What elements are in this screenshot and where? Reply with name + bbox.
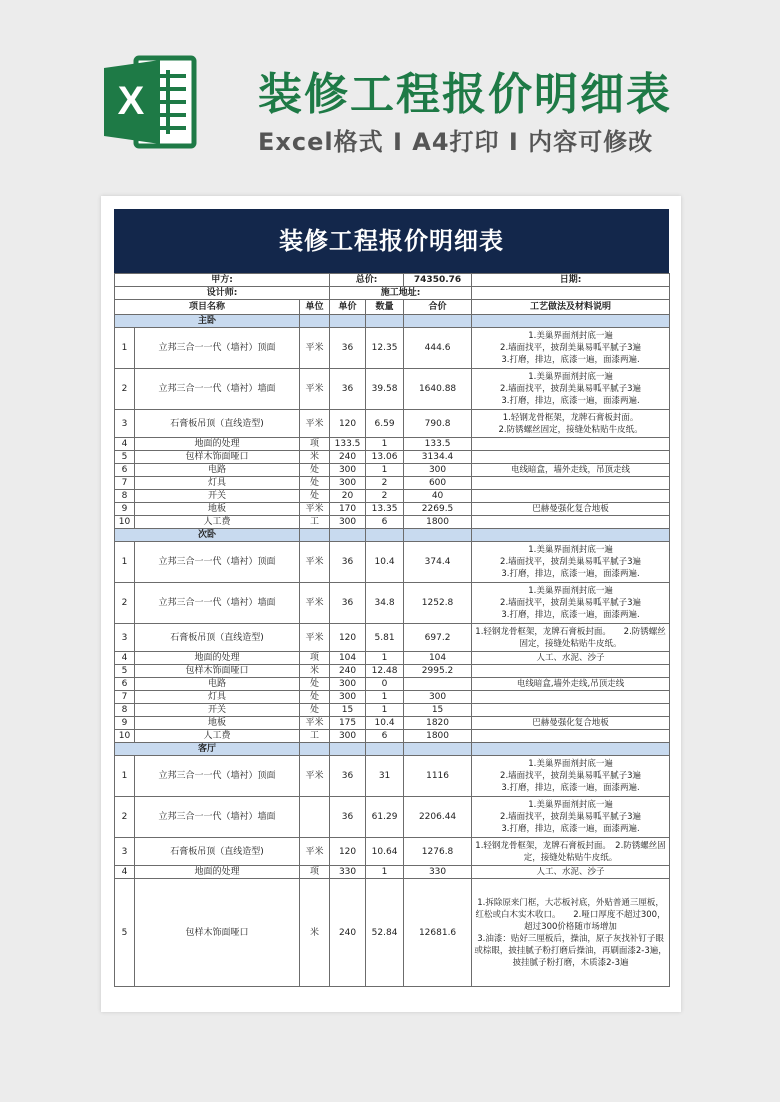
item-name[interactable]: 灯具 [135, 477, 300, 490]
row-number[interactable]: 4 [115, 652, 135, 665]
quantity[interactable]: 1 [366, 652, 404, 665]
unit[interactable]: 处 [300, 490, 330, 503]
unit-price[interactable]: 170 [330, 503, 366, 516]
section-empty-cell [366, 743, 404, 756]
unit-price[interactable]: 300 [330, 477, 366, 490]
table-row [115, 516, 670, 529]
line-total[interactable]: 330 [404, 866, 472, 879]
quote-table [114, 273, 670, 987]
info-row-2 [115, 287, 670, 300]
row-number[interactable]: 5 [115, 451, 135, 464]
address-label: 施工地址: [330, 287, 472, 300]
info-row-1 [115, 274, 670, 287]
col-header-unit: 单位 [300, 300, 330, 315]
line-total[interactable]: 40 [404, 490, 472, 503]
quantity[interactable]: 13.06 [366, 451, 404, 464]
row-number[interactable]: 3 [115, 624, 135, 652]
quantity[interactable]: 12.48 [366, 665, 404, 678]
unit[interactable]: 工 [300, 730, 330, 743]
unit[interactable]: 平米 [300, 410, 330, 438]
line-total[interactable]: 1116 [404, 756, 472, 797]
date-label: 日期: [472, 274, 670, 287]
unit-price[interactable]: 330 [330, 866, 366, 879]
row-number[interactable]: 10 [115, 516, 135, 529]
line-total[interactable]: 1640.88 [404, 369, 472, 410]
unit[interactable]: 处 [300, 704, 330, 717]
item-name[interactable]: 立邦三合一一代（墙衬）墙面 [135, 797, 300, 838]
quantity[interactable]: 6 [366, 730, 404, 743]
item-name[interactable]: 灯具 [135, 691, 300, 704]
section-empty-cell [472, 743, 670, 756]
unit[interactable]: 处 [300, 477, 330, 490]
table-row [115, 464, 670, 477]
unit-price[interactable]: 36 [330, 797, 366, 838]
section-empty-cell [472, 529, 670, 542]
unit[interactable]: 平米 [300, 542, 330, 583]
section-name: 次卧 [115, 529, 300, 542]
table-row [115, 624, 670, 652]
item-name[interactable]: 地板 [135, 717, 300, 730]
line-total[interactable]: 2206.44 [404, 797, 472, 838]
line-total[interactable]: 1276.8 [404, 838, 472, 866]
section-empty-cell [300, 743, 330, 756]
description[interactable]: 1.拆除原来门框，大芯板衬底，外贴普通三厘板，红松或白木实木收口。 2.哑口厚度不超过300，超过300价格随市场增加 3.油漆：贴好三厘板后，操油，原子灰找补钉子眼或棕眼，披挂腻子粉打磨后操油，再刷面漆2-3遍，披挂腻子粉打磨，木质漆2-3遍 [472, 879, 670, 987]
quantity[interactable]: 2 [366, 477, 404, 490]
row-number[interactable]: 2 [115, 797, 135, 838]
unit-price[interactable]: 240 [330, 451, 366, 464]
row-number[interactable]: 5 [115, 665, 135, 678]
row-number[interactable]: 4 [115, 438, 135, 451]
table-row [115, 369, 670, 410]
row-number[interactable]: 3 [115, 410, 135, 438]
quantity[interactable]: 10.4 [366, 542, 404, 583]
unit-price[interactable]: 300 [330, 691, 366, 704]
table-row [115, 717, 670, 730]
item-name[interactable]: 立邦三合一一代（墙衬）墙面 [135, 583, 300, 624]
designer-label: 设计师: [115, 287, 330, 300]
description[interactable] [472, 516, 670, 529]
table-row [115, 879, 670, 987]
description[interactable]: 巴赫曼强化复合地板 [472, 503, 670, 516]
line-total[interactable]: 2269.5 [404, 503, 472, 516]
unit-price[interactable]: 240 [330, 665, 366, 678]
unit-price[interactable]: 300 [330, 730, 366, 743]
section-header-row [115, 529, 670, 542]
item-name[interactable]: 石膏板吊顶（直线造型) [135, 838, 300, 866]
description[interactable] [472, 438, 670, 451]
row-number[interactable]: 7 [115, 691, 135, 704]
table-row [115, 704, 670, 717]
unit-price[interactable]: 120 [330, 410, 366, 438]
table-row [115, 451, 670, 464]
row-number[interactable]: 9 [115, 503, 135, 516]
total-label: 总价: [330, 274, 404, 287]
unit[interactable]: 工 [300, 516, 330, 529]
section-empty-cell [330, 743, 366, 756]
table-row [115, 756, 670, 797]
line-total[interactable]: 1800 [404, 730, 472, 743]
item-name[interactable]: 石膏板吊顶（直线造型) [135, 410, 300, 438]
item-name[interactable]: 立邦三合一一代（墙衬）顶面 [135, 328, 300, 369]
section-empty-cell [366, 315, 404, 328]
unit-price[interactable]: 300 [330, 464, 366, 477]
item-name[interactable]: 立邦三合一一代（墙衬）顶面 [135, 756, 300, 797]
row-number[interactable]: 9 [115, 717, 135, 730]
col-header-price: 单价 [330, 300, 366, 315]
description[interactable] [472, 490, 670, 503]
section-name: 主卧 [115, 315, 300, 328]
unit[interactable]: 项 [300, 438, 330, 451]
line-total[interactable]: 1252.8 [404, 583, 472, 624]
table-row [115, 438, 670, 451]
quantity[interactable]: 61.29 [366, 797, 404, 838]
unit[interactable]: 处 [300, 678, 330, 691]
table-row [115, 503, 670, 516]
quantity[interactable]: 1 [366, 438, 404, 451]
section-empty-cell [366, 529, 404, 542]
section-empty-cell [404, 529, 472, 542]
item-name[interactable]: 包样木饰面哑口 [135, 879, 300, 987]
description[interactable] [472, 704, 670, 717]
quantity[interactable]: 1 [366, 866, 404, 879]
unit[interactable]: 处 [300, 464, 330, 477]
line-total[interactable]: 697.2 [404, 624, 472, 652]
section-name: 客厅 [115, 743, 300, 756]
description[interactable]: 1.轻钢龙骨框架，龙牌石膏板封面。 2.防锈螺丝固定，接缝处粘贴牛皮纸。 [472, 838, 670, 866]
line-total[interactable]: 300 [404, 691, 472, 704]
description[interactable]: 1.美巢界面剂封底一遍 2.墙面找平，披刮美巢易呱平腻子3遍 3.打磨，排边，底漆一遍，面漆两遍. [472, 756, 670, 797]
item-name[interactable]: 开关 [135, 490, 300, 503]
row-number[interactable]: 3 [115, 838, 135, 866]
table-row [115, 665, 670, 678]
section-empty-cell [300, 315, 330, 328]
line-total[interactable]: 3134.4 [404, 451, 472, 464]
unit[interactable]: 项 [300, 652, 330, 665]
item-name[interactable]: 立邦三合一一代（墙衬）顶面 [135, 542, 300, 583]
description[interactable]: 人工、水泥、沙子 [472, 866, 670, 879]
line-total[interactable]: 104 [404, 652, 472, 665]
line-total[interactable]: 1800 [404, 516, 472, 529]
row-number[interactable]: 2 [115, 583, 135, 624]
line-total[interactable]: 600 [404, 477, 472, 490]
description[interactable]: 1.美巢界面剂封底一遍 2.墙面找平，披刮美巢易呱平腻子3遍 3.打磨，排边，底漆一遍，面漆两遍. [472, 369, 670, 410]
unit-price[interactable]: 104 [330, 652, 366, 665]
unit[interactable]: 米 [300, 879, 330, 987]
unit[interactable]: 平米 [300, 717, 330, 730]
table-row [115, 583, 670, 624]
column-header-row [115, 300, 670, 315]
table-row [115, 678, 670, 691]
item-name[interactable]: 立邦三合一一代（墙衬）墙面 [135, 369, 300, 410]
row-number[interactable]: 1 [115, 328, 135, 369]
line-total[interactable]: 790.8 [404, 410, 472, 438]
item-name[interactable]: 开关 [135, 704, 300, 717]
line-total[interactable]: 300 [404, 464, 472, 477]
section-empty-cell [472, 315, 670, 328]
row-number[interactable]: 2 [115, 369, 135, 410]
description[interactable]: 电线暗盒，墙外走线，吊顶走线 [472, 464, 670, 477]
unit-price[interactable]: 300 [330, 678, 366, 691]
description[interactable] [472, 477, 670, 490]
description[interactable]: 1.美巢界面剂封底一遍 2.墙面找平，披刮美巢易呱平腻子3遍 3.打磨，排边，底漆一遍，面漆两遍. [472, 542, 670, 583]
unit[interactable]: 项 [300, 866, 330, 879]
section-empty-cell [330, 315, 366, 328]
table-row [115, 328, 670, 369]
item-name[interactable]: 人工费 [135, 516, 300, 529]
quantity[interactable]: 6.59 [366, 410, 404, 438]
unit[interactable]: 平米 [300, 838, 330, 866]
table-row [115, 490, 670, 503]
item-name[interactable]: 人工费 [135, 730, 300, 743]
unit-price[interactable]: 133.5 [330, 438, 366, 451]
unit[interactable] [300, 797, 330, 838]
line-total[interactable]: 15 [404, 704, 472, 717]
unit[interactable]: 平米 [300, 503, 330, 516]
address-value[interactable] [472, 287, 670, 300]
quantity[interactable]: 5.81 [366, 624, 404, 652]
unit-price[interactable]: 300 [330, 516, 366, 529]
table-row [115, 691, 670, 704]
unit[interactable]: 米 [300, 451, 330, 464]
unit-price[interactable]: 240 [330, 879, 366, 987]
sub-title: Excel格式 I A4打印 I 内容可修改 [258, 128, 654, 156]
unit-price[interactable]: 120 [330, 624, 366, 652]
unit-price[interactable]: 120 [330, 838, 366, 866]
total-value[interactable]: 74350.76 [404, 274, 472, 287]
unit[interactable]: 平米 [300, 328, 330, 369]
quantity[interactable]: 1 [366, 464, 404, 477]
description[interactable] [472, 730, 670, 743]
unit-price[interactable]: 175 [330, 717, 366, 730]
row-number[interactable]: 8 [115, 490, 135, 503]
unit-price[interactable]: 36 [330, 328, 366, 369]
description[interactable] [472, 451, 670, 464]
table-row [115, 410, 670, 438]
item-name[interactable]: 包样木饰面哑口 [135, 451, 300, 464]
section-header-row [115, 743, 670, 756]
section-empty-cell [404, 743, 472, 756]
item-name[interactable]: 地板 [135, 503, 300, 516]
row-number[interactable]: 10 [115, 730, 135, 743]
quantity[interactable]: 52.84 [366, 879, 404, 987]
line-total[interactable]: 2995.2 [404, 665, 472, 678]
row-number[interactable]: 6 [115, 678, 135, 691]
line-total[interactable]: 133.5 [404, 438, 472, 451]
unit[interactable]: 处 [300, 691, 330, 704]
unit[interactable]: 平米 [300, 624, 330, 652]
item-name[interactable]: 包样木饰面哑口 [135, 665, 300, 678]
row-number[interactable]: 1 [115, 542, 135, 583]
description[interactable]: 1.美巢界面剂封底一遍 2.墙面找平，披刮美巢易呱平腻子3遍 3.打磨，排边，底漆一遍，面漆两遍. [472, 328, 670, 369]
table-row [115, 838, 670, 866]
table-row [115, 652, 670, 665]
table-row [115, 730, 670, 743]
row-number[interactable]: 7 [115, 477, 135, 490]
line-total[interactable]: 1820 [404, 717, 472, 730]
col-header-desc: 工艺做法及材料说明 [472, 300, 670, 315]
unit-price[interactable]: 15 [330, 704, 366, 717]
unit-price[interactable]: 36 [330, 542, 366, 583]
excel-logo-icon [100, 52, 200, 152]
description[interactable]: 电线暗盒,墙外走线,吊顶走线 [472, 678, 670, 691]
line-total[interactable]: 12681.6 [404, 879, 472, 987]
item-name[interactable]: 地面的处理 [135, 652, 300, 665]
line-total[interactable] [404, 678, 472, 691]
item-name[interactable]: 石膏板吊顶（直线造型) [135, 624, 300, 652]
unit[interactable]: 米 [300, 665, 330, 678]
table-row [115, 866, 670, 879]
logo-letter: X [117, 79, 145, 123]
description[interactable]: 1.美巢界面剂封底一遍 2.墙面找平，披刮美巢易呱平腻子3遍 3.打磨，排边，底漆一遍，面漆两遍. [472, 583, 670, 624]
line-total[interactable]: 444.6 [404, 328, 472, 369]
description[interactable]: 人工、水泥、沙子 [472, 652, 670, 665]
table-row [115, 542, 670, 583]
col-header-total: 合价 [404, 300, 472, 315]
description[interactable]: 巴赫曼强化复合地板 [472, 717, 670, 730]
quantity[interactable]: 1 [366, 691, 404, 704]
quantity[interactable]: 0 [366, 678, 404, 691]
quantity[interactable]: 10.4 [366, 717, 404, 730]
quantity[interactable]: 31 [366, 756, 404, 797]
description[interactable]: 1.轻钢龙骨框架，龙牌石膏板封面。 2.防锈螺丝固定，接缝处粘贴牛皮纸。 [472, 410, 670, 438]
description[interactable]: 1.轻钢龙骨框架，龙牌石膏板封面。 2.防锈螺丝固定，接缝处粘贴牛皮纸。 [472, 624, 670, 652]
row-number[interactable]: 5 [115, 879, 135, 987]
main-title: 装修工程报价明细表 [258, 69, 672, 120]
row-number[interactable]: 8 [115, 704, 135, 717]
description[interactable]: 1.美巢界面剂封底一遍 2.墙面找平，披刮美巢易呱平腻子3遍 3.打磨，排边，底漆一遍，面漆两遍. [472, 797, 670, 838]
section-empty-cell [330, 529, 366, 542]
sheet-title: 装修工程报价明细表 [114, 209, 669, 273]
quantity[interactable]: 6 [366, 516, 404, 529]
item-name[interactable]: 地面的处理 [135, 866, 300, 879]
item-name[interactable]: 电路 [135, 678, 300, 691]
quantity[interactable]: 1 [366, 704, 404, 717]
section-header-row [115, 315, 670, 328]
description[interactable] [472, 665, 670, 678]
unit-price[interactable]: 20 [330, 490, 366, 503]
unit[interactable]: 平米 [300, 583, 330, 624]
row-number[interactable]: 6 [115, 464, 135, 477]
line-total[interactable]: 374.4 [404, 542, 472, 583]
promo-header [0, 0, 780, 190]
quantity[interactable]: 10.64 [366, 838, 404, 866]
description[interactable] [472, 691, 670, 704]
party-a-label: 甲方: [115, 274, 330, 287]
table-row [115, 797, 670, 838]
unit[interactable]: 平米 [300, 756, 330, 797]
quantity[interactable]: 39.58 [366, 369, 404, 410]
unit[interactable]: 平米 [300, 369, 330, 410]
item-name[interactable]: 电路 [135, 464, 300, 477]
unit-price[interactable]: 36 [330, 583, 366, 624]
quantity[interactable]: 12.35 [366, 328, 404, 369]
section-empty-cell [404, 315, 472, 328]
quantity[interactable]: 2 [366, 490, 404, 503]
unit-price[interactable]: 36 [330, 369, 366, 410]
col-header-qty: 数量 [366, 300, 404, 315]
quantity[interactable]: 34.8 [366, 583, 404, 624]
col-header-item: 项目名称 [115, 300, 300, 315]
unit-price[interactable]: 36 [330, 756, 366, 797]
item-name[interactable]: 地面的处理 [135, 438, 300, 451]
row-number[interactable]: 4 [115, 866, 135, 879]
section-empty-cell [300, 529, 330, 542]
row-number[interactable]: 1 [115, 756, 135, 797]
quantity[interactable]: 13.35 [366, 503, 404, 516]
table-row [115, 477, 670, 490]
